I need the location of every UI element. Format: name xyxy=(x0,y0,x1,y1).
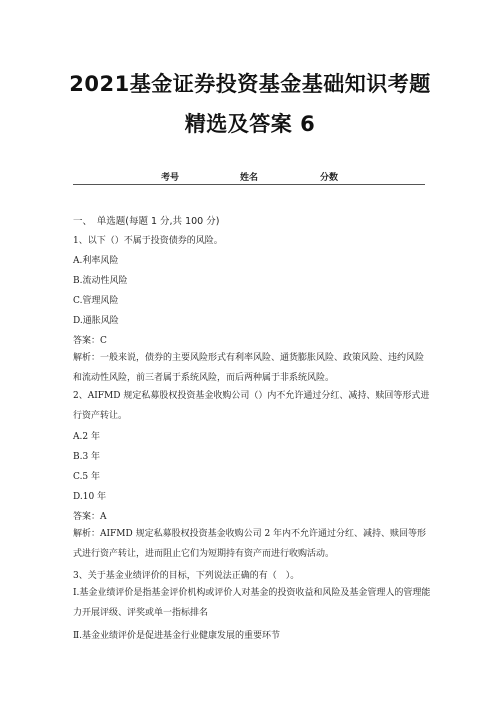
exam-number-label: 考号 xyxy=(161,173,180,183)
question-1-option-c: C.管理风险 xyxy=(73,296,119,306)
question-2-analysis: 解析：AIFMD 规定私募股权投资基金收购公司 2 年内不允许通过分红、减持、赎回等形式进行资产转让，进而阻止它们为短期持有资产而进行收购活动。 xyxy=(73,529,427,559)
question-2-option-c: C.5 年 xyxy=(73,472,101,482)
question-2-option-d: D.10 年 xyxy=(73,492,107,502)
question-3-stem: 3、关于基金业绩评价的目标，下列说法正确的有（ ）。 xyxy=(73,571,300,581)
question-3-statement-1: Ⅰ.基金业绩评价是指基金评价机构或评价人对基金的投资收益和风险及基金管理人的管理能力开展评级、评奖或单一指标排名 xyxy=(73,588,431,618)
question-1-analysis: 解析：一般来说，债券的主要风险形式有利率风险、通货膨胀风险、政策风险、违约风险和流动性风险，前三者属于系统风险，而后两种属于非系统风险。 xyxy=(73,353,425,383)
document-title-line1: 2021基金证券投资基金基础知识考题 xyxy=(69,72,431,96)
question-1-stem: 1、以下（）不属于投资债券的风险。 xyxy=(73,236,223,246)
question-3-statement-2: Ⅱ.基金业绩评价是促进基金行业健康发展的重要环节 xyxy=(73,631,280,641)
header-divider xyxy=(73,184,425,185)
question-2-option-b: B.3 年 xyxy=(73,452,101,462)
question-1-answer: 答案：C xyxy=(73,336,107,346)
score-label: 分数 xyxy=(320,173,339,183)
section-heading: 一、 单选题(每题 1 分,共 100 分) xyxy=(73,216,220,227)
question-1-option-b: B.流动性风险 xyxy=(73,276,128,286)
question-2-stem: 2、AIFMD 规定私募股权投资基金收购公司（）内不允许通过分红、减持、赎回等形式进行资产转让。 xyxy=(73,391,430,421)
question-1-option-d: D.通胀风险 xyxy=(73,316,119,326)
document-title-line2: 精选及答案 6 xyxy=(184,112,316,136)
name-label: 姓名 xyxy=(240,173,259,183)
question-2-answer: 答案：A xyxy=(73,512,107,522)
question-2-option-a: A.2 年 xyxy=(73,432,100,442)
question-1-option-a: A.利率风险 xyxy=(73,256,119,266)
